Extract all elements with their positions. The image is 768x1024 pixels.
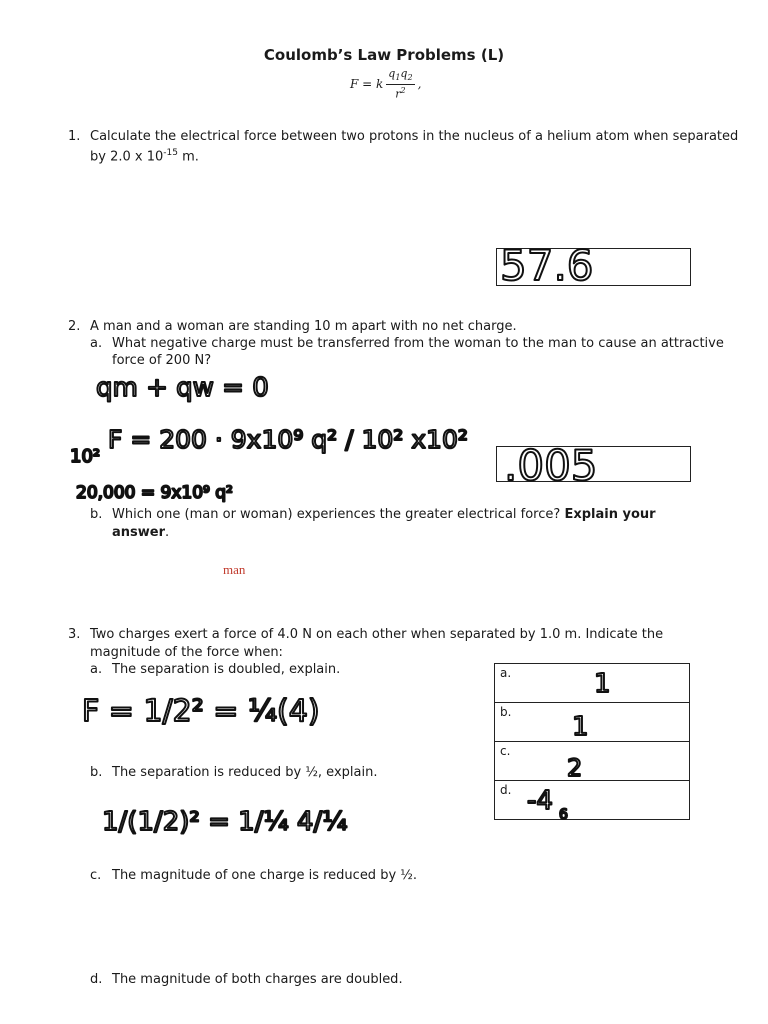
svg-text:6: 6 — [559, 807, 568, 823]
svg-text:10²: 10² — [70, 446, 101, 467]
q1-text-line1: Calculate the electrical force between two protons in the nucleus of a helium atom when separated — [90, 129, 739, 144]
row-label: d. — [500, 783, 512, 797]
q2a-text-line2: force of 200 N? — [112, 353, 212, 368]
q3a-handwritten-work — [80, 675, 320, 745]
q1-handwritten-answer — [496, 236, 696, 292]
svg-text:1: 1 — [594, 669, 611, 699]
formula-trail: , — [417, 77, 422, 92]
coulomb-formula — [350, 68, 421, 101]
q1-text-line2: by 2.0 x $10^{-15}$ m. — [90, 148, 199, 165]
q2a-text-line1: What negative charge must be transferred from the woman to the man to cause an attractive — [112, 336, 724, 351]
q3a-text: The separation is doubled, explain. — [112, 662, 341, 677]
q2-text: A man and a woman are standing 10 m apart with no net charge. — [90, 319, 517, 334]
row-label: b. — [500, 705, 512, 719]
q2a-handwritten-work — [70, 366, 468, 506]
page-title: Coulomb’s Law Problems (L) — [263, 46, 505, 64]
row-label: c. — [500, 744, 511, 758]
q2b-text-line2: answer. — [112, 525, 170, 540]
q3-answer-table — [494, 663, 690, 823]
q3b-label: b. — [90, 765, 103, 780]
q2b-text: Which one (man or woman) experiences the greater electrical force? Explain your — [112, 507, 656, 522]
svg-text:57.6: 57.6 — [500, 241, 594, 290]
q3c-text: The magnitude of one charge is reduced by ½. — [112, 868, 418, 883]
svg-text:F = 1/2² = ¼(4): F = 1/2² = ¼(4) — [82, 694, 320, 729]
formula-numerator: $q_1q_2$ — [386, 68, 414, 85]
q3-text-line1: Two charges exert a force of 4.0 N on each other when separated by 1.0 m. Indicate the — [90, 627, 664, 642]
formula-denominator: $r^2$ — [395, 86, 406, 101]
q3a-label: a. — [90, 662, 103, 677]
formula-lhs: F = k — [350, 77, 384, 92]
q1-number: 1. — [68, 129, 81, 144]
q2-number: 2. — [68, 319, 81, 334]
svg-text:-4: -4 — [527, 786, 553, 816]
q2a-label: a. — [90, 336, 103, 351]
handwritten-answer-b — [568, 705, 608, 741]
q3-text-line2: magnitude of the force when: — [90, 645, 283, 660]
formula-fraction — [386, 68, 414, 101]
q3-number: 3. — [68, 627, 81, 642]
handwritten-answer-c — [563, 746, 603, 782]
svg-text:20,000 = 9x10⁹ q²: 20,000 = 9x10⁹ q² — [76, 483, 233, 503]
q3b-text: The separation is reduced by ½, explain. — [112, 765, 378, 780]
q2b-label: b. — [90, 507, 103, 522]
q3c-label: c. — [90, 868, 102, 883]
q3d-label: d. — [90, 972, 103, 987]
table-row — [495, 703, 690, 742]
table-row — [495, 664, 690, 703]
svg-text:F = 200 · 9x10⁹ q² / 10² x10²: F = 200 · 9x10⁹ q² / 10² x10² — [108, 425, 468, 454]
table-row — [495, 742, 690, 781]
q3b-handwritten-work — [100, 782, 400, 857]
handwritten-answer-d — [523, 781, 603, 823]
handwritten-answer-a — [590, 664, 630, 700]
q3d-text: The magnitude of both charges are doubled. — [112, 972, 403, 987]
q2b-answer: man — [223, 562, 246, 577]
svg-text:qm + qw = 0: qm + qw = 0 — [96, 373, 269, 403]
svg-text:1/(1/2)² = 1/¼ 4/¼: 1/(1/2)² = 1/¼ 4/¼ — [102, 807, 348, 837]
q2a-handwritten-answer — [496, 434, 696, 490]
svg-text:2: 2 — [567, 754, 583, 782]
svg-text:.005: .005 — [504, 441, 598, 490]
svg-text:1: 1 — [572, 712, 589, 742]
table-row — [495, 781, 690, 820]
row-label: a. — [500, 666, 512, 680]
